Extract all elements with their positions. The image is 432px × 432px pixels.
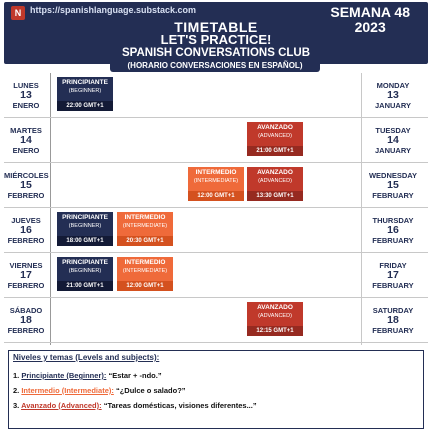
- slot-level: AVANZADO: [257, 169, 293, 176]
- day-en-month: JANUARY: [375, 145, 411, 155]
- day-es: [4, 163, 48, 207]
- legend-prefix: 1.: [13, 371, 22, 380]
- week-label: SEMANA 48: [330, 4, 410, 20]
- class-slot[interactable]: [117, 212, 173, 246]
- slot-time: 20:30 GMT+1: [117, 236, 173, 246]
- legend-item-beginner: [13, 371, 162, 380]
- slot-level: AVANZADO: [257, 304, 293, 311]
- slot-level-en: (BEGINNER): [68, 223, 102, 229]
- schedule-note: (HORARIO CONVERSACIONES EN ESPAÑOL): [110, 60, 320, 72]
- day-en-name: THURSDAY: [372, 215, 414, 225]
- class-slot[interactable]: [247, 122, 303, 156]
- class-slot[interactable]: [57, 257, 113, 291]
- day-es-name: MIÉRCOLES: [4, 170, 49, 180]
- legend-level: Intermedio (Intermediate):: [21, 386, 114, 395]
- day-row: [4, 208, 428, 253]
- slot-time: 21:00 GMT+1: [247, 146, 303, 156]
- slot-time: 18:00 GMT+1: [57, 236, 113, 246]
- day-en: [364, 208, 422, 252]
- day-en-name: MONDAY: [376, 80, 410, 90]
- legend-item-advanced: [13, 401, 257, 410]
- day-row: [4, 253, 428, 298]
- day-en-name: FRIDAY: [379, 260, 407, 270]
- page-title: TIMETABLE: [174, 19, 258, 35]
- slot-level-en: (ADVANCED): [258, 178, 292, 184]
- source-url[interactable]: https://spanishlanguage.substack.com: [30, 5, 197, 15]
- class-slot[interactable]: [247, 302, 303, 336]
- legend-title: Niveles y temas (Levels and subjects):: [13, 353, 160, 362]
- legend-item-intermediate: [13, 386, 186, 395]
- day-es: [4, 253, 48, 297]
- day-es: [4, 73, 48, 117]
- day-en: [364, 73, 422, 117]
- slot-time: 13:30 GMT+1: [247, 191, 303, 201]
- day-es-number: 15: [20, 178, 32, 191]
- day-en-month: FEBRUARY: [372, 190, 414, 200]
- day-en-number: 14: [387, 133, 399, 146]
- slot-time: 12:00 GMT+1: [117, 281, 173, 291]
- day-es-number: 17: [20, 268, 32, 281]
- slot-level: INTERMEDIO: [124, 214, 166, 221]
- class-slot[interactable]: [57, 77, 113, 111]
- slot-level-en: (INTERMEDIATE): [193, 178, 239, 184]
- day-es-number: 16: [20, 223, 32, 236]
- slot-level: AVANZADO: [257, 124, 293, 131]
- slot-level-en: (ADVANCED): [258, 133, 292, 139]
- day-en-number: 15: [387, 178, 399, 191]
- class-slot[interactable]: [247, 167, 303, 201]
- legend-box: [8, 350, 424, 429]
- slot-time: 12:00 GMT+1: [188, 191, 244, 201]
- day-es-number: 13: [20, 88, 32, 101]
- class-slot[interactable]: [117, 257, 173, 291]
- day-es-name: MARTES: [10, 125, 42, 135]
- legend-level: Principiante (Beginner):: [21, 371, 107, 380]
- day-en: [364, 118, 422, 162]
- day-en-month: JANUARY: [375, 100, 411, 110]
- day-es-name: LUNES: [13, 80, 39, 90]
- day-es: [4, 208, 48, 252]
- day-row: [4, 73, 428, 118]
- day-es-month: ENERO: [12, 100, 40, 110]
- day-es: [4, 298, 48, 342]
- day-row: [4, 298, 428, 343]
- legend-topic: “¿Dulce o salado?”: [113, 386, 186, 395]
- class-slot[interactable]: [188, 167, 244, 201]
- slot-level-en: (INTERMEDIATE): [122, 223, 168, 229]
- day-es-month: ENERO: [12, 145, 40, 155]
- legend-prefix: 2.: [13, 386, 22, 395]
- class-slot[interactable]: [57, 212, 113, 246]
- day-en-month: FEBRUARY: [372, 280, 414, 290]
- day-en-name: SATURDAY: [372, 305, 414, 315]
- legend-topic: “Estar + -ndo.”: [106, 371, 162, 380]
- slot-level: PRINCIPIANTE: [62, 214, 108, 221]
- day-en: [364, 163, 422, 207]
- timetable-grid: [4, 73, 428, 345]
- year-label: 2023: [354, 19, 386, 35]
- day-es-month: FEBRERO: [7, 235, 45, 245]
- day-es-name: VIERNES: [9, 260, 43, 270]
- day-en: [364, 253, 422, 297]
- day-es-number: 14: [20, 133, 32, 146]
- header-banner: [4, 2, 428, 64]
- slot-time: 22:00 GMT+1: [57, 101, 113, 111]
- club-name: SPANISH CONVERSATIONS CLUB: [121, 47, 311, 59]
- slot-time: 21:00 GMT+1: [57, 281, 113, 291]
- day-en-name: WEDNESDAY: [368, 170, 418, 180]
- day-row: [4, 118, 428, 163]
- day-es-month: FEBRERO: [7, 190, 45, 200]
- slot-level: INTERMEDIO: [124, 259, 166, 266]
- day-es-month: FEBRERO: [7, 280, 45, 290]
- legend-topic: “Tareas domésticas, visiones diferentes...”: [101, 401, 257, 410]
- day-es-month: FEBRERO: [7, 325, 45, 335]
- day-en-number: 18: [387, 313, 399, 326]
- day-es-number: 18: [20, 313, 32, 326]
- day-en: [364, 298, 422, 342]
- page-subtitle: LET'S PRACTICE!: [160, 32, 272, 47]
- substack-logo: N: [11, 6, 25, 20]
- legend-level: Avanzado (Advanced):: [21, 401, 102, 410]
- day-en-number: 13: [387, 88, 399, 101]
- slot-level: INTERMEDIO: [195, 169, 237, 176]
- slot-level-en: (INTERMEDIATE): [122, 268, 168, 274]
- day-en-month: FEBRUARY: [372, 235, 414, 245]
- day-en-name: TUESDAY: [375, 125, 411, 135]
- day-row: [4, 163, 428, 208]
- day-en-number: 17: [387, 268, 399, 281]
- legend-prefix: 3.: [13, 401, 22, 410]
- slot-time: 12:15 GMT+1: [247, 326, 303, 336]
- slot-level-en: (BEGINNER): [68, 88, 102, 94]
- slot-level-en: (ADVANCED): [258, 313, 292, 319]
- day-en-month: FEBRUARY: [372, 325, 414, 335]
- day-es: [4, 118, 48, 162]
- day-en-number: 16: [387, 223, 399, 236]
- slot-level-en: (BEGINNER): [68, 268, 102, 274]
- slot-level: PRINCIPIANTE: [62, 259, 108, 266]
- day-es-name: SÁBADO: [9, 305, 43, 315]
- day-es-name: JUEVES: [11, 215, 41, 225]
- slot-level: PRINCIPIANTE: [62, 79, 108, 86]
